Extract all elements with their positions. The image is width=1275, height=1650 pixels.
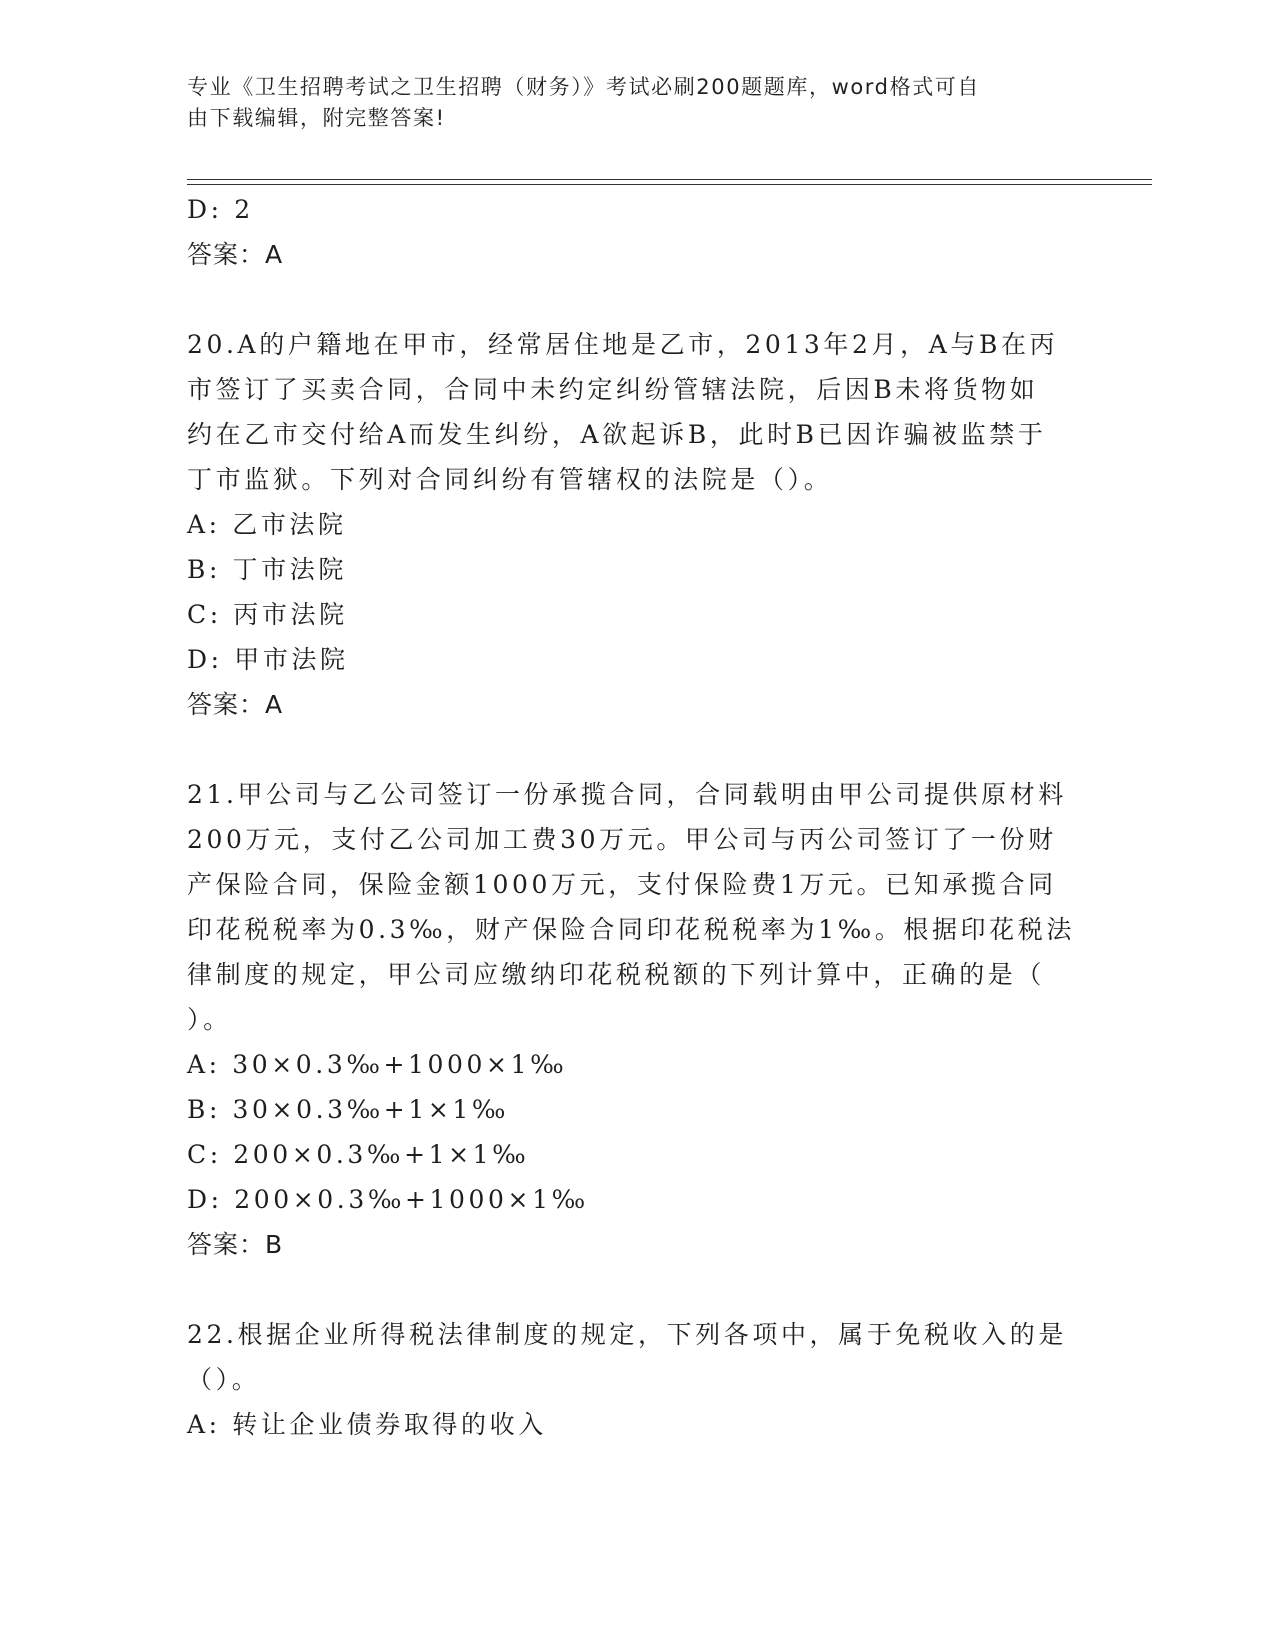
document-header bbox=[187, 72, 1067, 134]
q21-stem-line-2: 200万元，支付乙公司加工费30万元。甲公司与丙公司签订了一份财 bbox=[187, 825, 1057, 854]
q21-option-a: A: 30×0.3‰+1000×1‰ bbox=[187, 1050, 568, 1079]
q20-option-d: D: 甲市法院 bbox=[187, 645, 349, 674]
q20-stem-line-1: 20.A的户籍地在甲市，经常居住地是乙市，2013年2月，A与B在丙 bbox=[187, 330, 1059, 359]
q21-option-c: C: 200×0.3‰+1×1‰ bbox=[187, 1140, 530, 1169]
q21-stem-line-6: ）。 bbox=[187, 1005, 232, 1034]
header-line-2: 由下载编辑，附完整答案! bbox=[187, 106, 446, 130]
q20-stem-line-4: 丁市监狱。下列对合同纠纷有管辖权的法院是（）。 bbox=[187, 465, 833, 494]
q20-answer: 答案：A bbox=[187, 690, 284, 719]
q22-option-a: A: 转让企业债券取得的收入 bbox=[187, 1410, 547, 1439]
q22-stem-line-2: （）。 bbox=[187, 1365, 261, 1394]
header-divider-bottom bbox=[187, 184, 1152, 185]
q20-option-a: A: 乙市法院 bbox=[187, 510, 347, 539]
q20-option-c: C: 丙市法院 bbox=[187, 600, 348, 629]
q21-stem-line-4: 印花税税率为0.3‰，财产保险合同印花税税率为1‰。根据印花税法 bbox=[187, 915, 1075, 944]
q20-option-b: B: 丁市法院 bbox=[187, 555, 347, 584]
q21-option-d: D: 200×0.3‰+1000×1‰ bbox=[187, 1185, 589, 1214]
q19-option-d: D: 2 bbox=[187, 195, 254, 224]
q20-stem-line-3: 约在乙市交付给A而发生纠纷，A欲起诉B，此时B已因诈骗被监禁于 bbox=[187, 420, 1047, 449]
q21-stem-line-5: 律制度的规定，甲公司应缴纳印花税税额的下列计算中，正确的是（ bbox=[187, 960, 1046, 989]
q21-stem-line-3: 产保险合同，保险金额1000万元，支付保险费1万元。已知承揽合同 bbox=[187, 870, 1057, 899]
q21-option-b: B: 30×0.3‰+1×1‰ bbox=[187, 1095, 510, 1124]
q21-stem-line-1: 21.甲公司与乙公司签订一份承揽合同，合同载明由甲公司提供原材料 bbox=[187, 780, 1067, 809]
q20-stem-line-2: 市签订了买卖合同，合同中未约定纠纷管辖法院，后因B未将货物如 bbox=[187, 375, 1039, 404]
header-divider-top bbox=[187, 179, 1152, 180]
header-line-1: 专业《卫生招聘考试之卫生招聘（财务）》考试必刷200题题库，word格式可自 bbox=[187, 75, 980, 99]
q19-answer: 答案：A bbox=[187, 240, 284, 269]
q21-answer: 答案：B bbox=[187, 1230, 284, 1259]
q22-stem-line-1: 22.根据企业所得税法律制度的规定，下列各项中，属于免税收入的是 bbox=[187, 1320, 1067, 1349]
